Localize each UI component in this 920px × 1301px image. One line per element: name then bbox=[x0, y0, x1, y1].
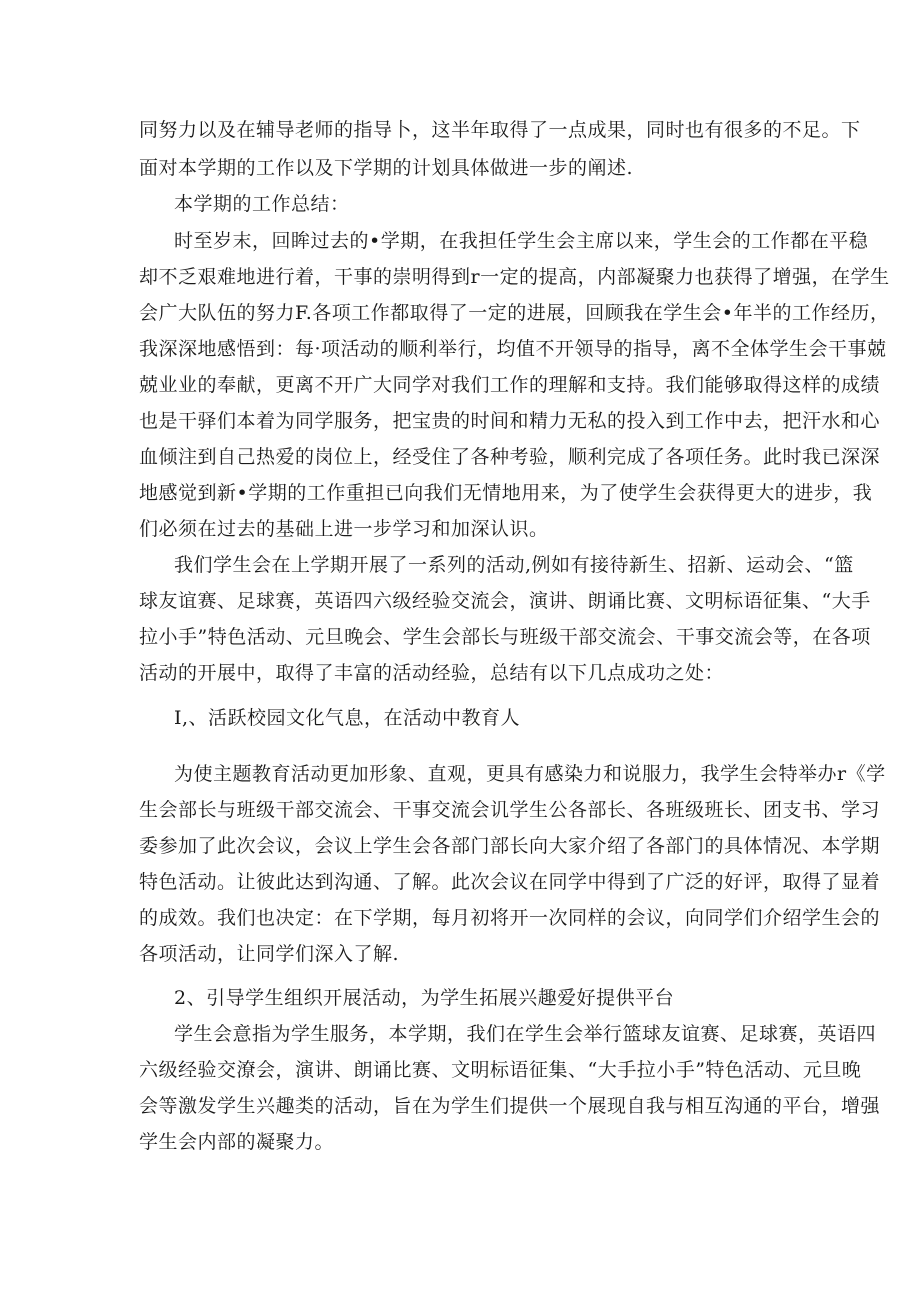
activities-line-1: 我们学生会在上学期开展了一系列的活动,例如有接待新生、招新、运动会、“篮 bbox=[174, 554, 854, 576]
activities-line-3: 拉小手”特色活动、元旦晚会、学生会部长与班级干部交流会、干事交流会等，在各项 bbox=[139, 626, 871, 648]
section1-line-2: 生会部长与班级干部交流会、干事交流会讥学生公各部长、各班级班长、团支书、学习 bbox=[139, 799, 881, 821]
intro-line-1: 同努力以及在辅导老师的指导卜，这半年取得了一点成果，同时也有很多的不足。下 bbox=[139, 119, 861, 141]
section2-line-1: 学生会意指为学生服务，本学期，我们在学生会举行篮球友谊赛、足球赛，英语四 bbox=[174, 1023, 877, 1045]
section2-line-2: 六级经验交潦会，演讲、朗诵比赛、文明标语征集、“大手拉小手”特色活动、元旦晚 bbox=[139, 1059, 862, 1081]
activities-line-2: 球友谊赛、足球赛，英语四六级经验交流会，演讲、朗诵比赛、文明标语征集、“大手 bbox=[139, 590, 871, 612]
review-line-1: 时至岁末，回眸过去的•学期，在我担任学生会主席以来，学生会的工作都在平稳 bbox=[174, 230, 869, 252]
section1-line-6: 各项活动，让同学们深入了解. bbox=[139, 943, 400, 965]
review-line-5: 兢业业的奉献，更离不开广大同学对我们工作的理解和支持。我们能够取得这样的成绩 bbox=[139, 374, 881, 396]
review-line-8: 地感觉到新•学期的工作重担已向我们无情地用来，为了使学生会获得更大的进步，我 bbox=[139, 482, 873, 504]
section1-line-1: 为使主题教育活动更加形象、直观，更具有感染力和说服力，我学生会特举办r《学 bbox=[174, 763, 886, 785]
intro-line-2: 面对本学期的工作以及下学期的计划具体做进一步的阐述. bbox=[139, 157, 634, 179]
review-line-9: 们必须在过去的基础上进一步学习和加深认识。 bbox=[139, 518, 549, 540]
review-line-6: 也是干驿们本着为同学服务，把宝贵的时间和精力无私的投入到工作中去，把汗水和心 bbox=[139, 410, 881, 432]
review-line-3: 会广大队伍的努力F.各项工作都取得了一定的进展，回顾我在学生会•年半的工作经历， bbox=[139, 302, 890, 324]
activities-line-4: 活动的开展中，取得了丰富的活动经验，总结有以下几点成功之处： bbox=[139, 662, 725, 684]
review-line-7: 血倾注到自己热爱的岗位上，经受住了各种考验，顺利完成了各项任务。此时我已深深 bbox=[139, 446, 881, 468]
section2-line-4: 学生会内部的凝聚力。 bbox=[139, 1131, 335, 1153]
section2-heading: 2、引导学生组织开展活动，为学生拓展兴趣爱好提供平台 bbox=[174, 987, 675, 1009]
section2-line-3: 会等激发学生兴趣类的活动，旨在为学生们提供一个展现自我与相互沟通的平台，增强 bbox=[139, 1095, 881, 1117]
section1-line-5: 的成效。我们也决定：在下学期，每月初将开一次同样的会议，向同学们介绍学生会的 bbox=[139, 907, 881, 929]
section1-heading: I,、活跃校园文化气息，在活动中教育人 bbox=[174, 707, 521, 729]
review-line-2: 却不乏艰难地进行着，干事的崇明得到r一定的提高，内部凝聚力也获得了增强，在学生 bbox=[139, 266, 890, 288]
section1-line-3: 委参加了此次会议，会议上学生会各部门部长向大家介绍了各部门的具体情况、本学期 bbox=[139, 835, 881, 857]
summary-heading: 本学期的工作总结： bbox=[174, 193, 350, 215]
review-line-4: 我深深地感悟到：每·项活动的顺利举行，均值不开领导的指导，离不全体学生会干事兢 bbox=[139, 338, 887, 360]
section1-line-4: 特色活动。让彼此达到沟通、了解。此次会议在同学中得到了广泛的好评，取得了显着 bbox=[139, 871, 881, 893]
